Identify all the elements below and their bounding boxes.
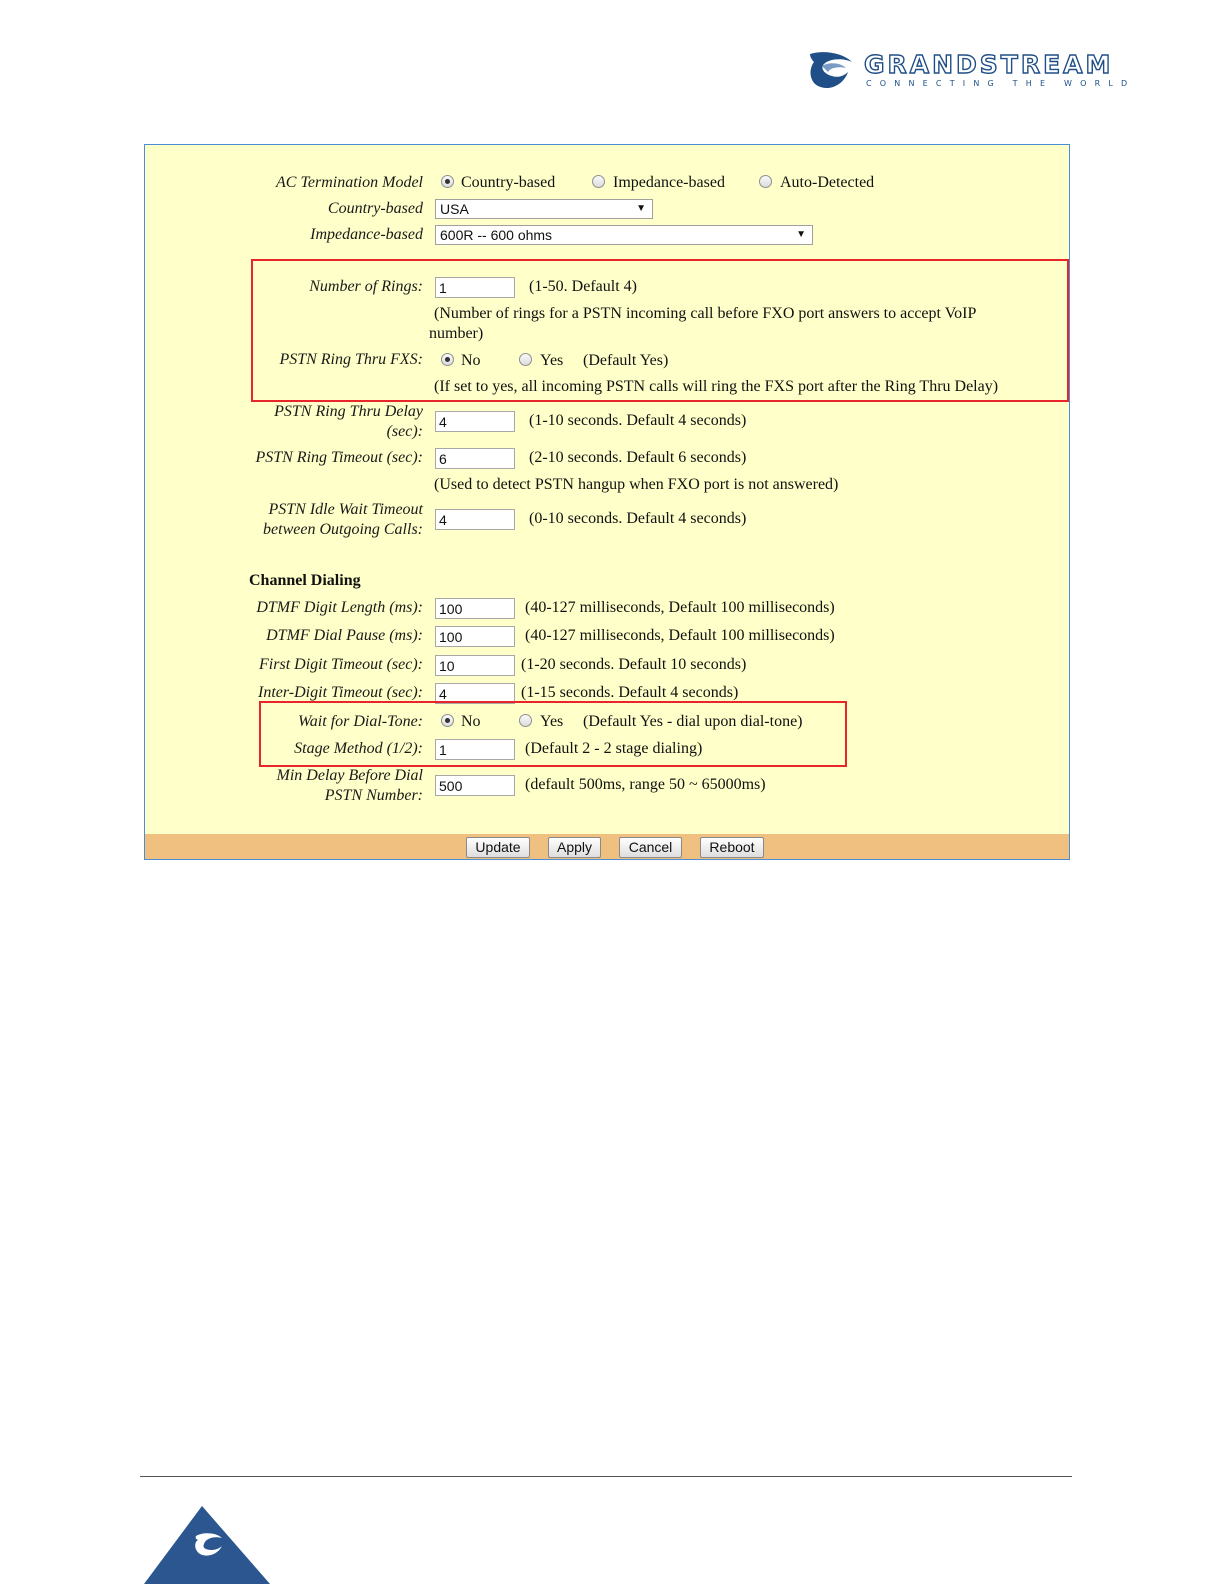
grandstream-logo-icon <box>808 48 856 92</box>
impedance-select-value: 600R -- 600 ohms <box>440 227 553 243</box>
ac-country-option: Country-based <box>461 174 556 191</box>
ring-timeout-input[interactable]: 6 <box>435 448 515 469</box>
first-digit-input[interactable]: 10 <box>435 655 515 676</box>
idle-wait-label-1: PSTN Idle Wait Timeout <box>268 501 423 518</box>
ring-thru-yes-radio[interactable] <box>519 353 532 366</box>
number-of-rings-label: Number of Rings: <box>309 278 423 295</box>
dial-tone-yes-radio[interactable] <box>519 714 532 727</box>
dtmf-length-hint: (40-127 milliseconds, Default 100 milliseconds) <box>525 599 835 616</box>
dtmf-pause-input[interactable]: 100 <box>435 626 515 647</box>
chevron-down-icon: ▼ <box>636 203 646 214</box>
ac-impedance-radio[interactable] <box>592 175 605 188</box>
idle-wait-label-2: between Outgoing Calls: <box>263 521 423 538</box>
first-digit-hint: (1-20 seconds. Default 10 seconds) <box>521 656 747 673</box>
ring-timeout-hint: (2-10 seconds. Default 6 seconds) <box>529 449 747 466</box>
min-delay-label-2: PSTN Number: <box>324 787 423 804</box>
cancel-button[interactable]: Cancel <box>619 837 682 858</box>
apply-button[interactable]: Apply <box>548 837 601 858</box>
stage-method-input[interactable]: 1 <box>435 739 515 760</box>
dtmf-length-input[interactable]: 100 <box>435 598 515 619</box>
footer-divider <box>140 1476 1072 1477</box>
dial-tone-no-radio[interactable] <box>441 714 454 727</box>
ring-thru-fxs-label: PSTN Ring Thru FXS: <box>279 351 423 368</box>
number-of-rings-input[interactable]: 1 <box>435 277 515 298</box>
inter-digit-hint: (1-15 seconds. Default 4 seconds) <box>521 684 739 701</box>
brand-name: GRANDSTREAM <box>864 50 1114 79</box>
country-based-label: Country-based <box>327 200 423 217</box>
wait-dial-tone-label: Wait for Dial-Tone: <box>297 713 423 730</box>
stage-method-hint: (Default 2 - 2 stage dialing) <box>525 740 703 757</box>
ring-thru-hint: (Default Yes) <box>583 352 669 369</box>
ac-termination-label: AC Termination Model <box>276 174 423 191</box>
impedance-select[interactable] <box>435 225 813 245</box>
dtmf-pause-hint: (40-127 milliseconds, Default 100 milliseconds) <box>525 627 835 644</box>
idle-wait-input[interactable]: 4 <box>435 509 515 530</box>
ring-thru-delay-hint: (1-10 seconds. Default 4 seconds) <box>529 412 747 429</box>
country-select[interactable] <box>435 199 653 219</box>
number-of-rings-hint: (1-50. Default 4) <box>529 278 637 295</box>
channel-dialing-title: Channel Dialing <box>249 572 361 589</box>
ring-thru-yes-text: Yes <box>540 352 564 369</box>
ring-thru-note: (If set to yes, all incoming PSTN calls will ring the FXS port after the Ring Thru Delay) <box>434 378 999 395</box>
dtmf-pause-label: DTMF Dial Pause (ms): <box>266 627 423 644</box>
number-of-rings-note-1: (Number of rings for a PSTN incoming call before FXO port answers to accept VoIP <box>434 305 977 322</box>
button-bar <box>145 834 1069 859</box>
dial-tone-hint: (Default Yes - dial upon dial-tone) <box>583 713 803 730</box>
idle-wait-hint: (0-10 seconds. Default 4 seconds) <box>529 510 747 527</box>
min-delay-input[interactable]: 500 <box>435 775 515 796</box>
ac-auto-radio[interactable] <box>759 175 772 188</box>
dial-tone-no-text: No <box>461 713 481 730</box>
dial-tone-yes-text: Yes <box>540 713 564 730</box>
inter-digit-label: Inter-Digit Timeout (sec): <box>258 684 423 701</box>
ring-thru-delay-input[interactable]: 4 <box>435 411 515 432</box>
stage-method-label: Stage Method (1/2): <box>294 740 423 757</box>
reboot-button[interactable]: Reboot <box>700 837 764 858</box>
ring-timeout-label: PSTN Ring Timeout (sec): <box>255 449 423 466</box>
min-delay-hint: (default 500ms, range 50 ~ 65000ms) <box>525 776 766 793</box>
impedance-based-label: Impedance-based <box>310 226 423 243</box>
ring-thru-no-radio[interactable] <box>441 353 454 366</box>
ac-country-radio[interactable] <box>441 175 454 188</box>
first-digit-label: First Digit Timeout (sec): <box>259 656 423 673</box>
ac-auto-option: Auto-Detected <box>780 174 875 191</box>
footer-logo-icon <box>140 1500 280 1584</box>
chevron-down-icon: ▼ <box>796 229 806 240</box>
inter-digit-input[interactable]: 4 <box>435 683 515 704</box>
fxo-settings-panel <box>144 144 1070 860</box>
ring-thru-no-text: No <box>461 352 481 369</box>
ac-impedance-option: Impedance-based <box>613 174 725 191</box>
dtmf-length-label: DTMF Digit Length (ms): <box>256 599 423 616</box>
grandstream-logo <box>808 48 1138 96</box>
ring-thru-delay-label-2: (sec): <box>386 423 423 440</box>
update-button[interactable]: Update <box>466 837 530 858</box>
ring-thru-delay-label-1: PSTN Ring Thru Delay <box>274 403 423 420</box>
ring-timeout-note: (Used to detect PSTN hangup when FXO port is not answered) <box>434 476 839 493</box>
min-delay-label-1: Min Delay Before Dial <box>276 767 423 784</box>
number-of-rings-note-2: number) <box>429 325 484 342</box>
country-select-value: USA <box>440 201 469 217</box>
brand-tagline: CONNECTING THE WORLD <box>866 79 1136 88</box>
